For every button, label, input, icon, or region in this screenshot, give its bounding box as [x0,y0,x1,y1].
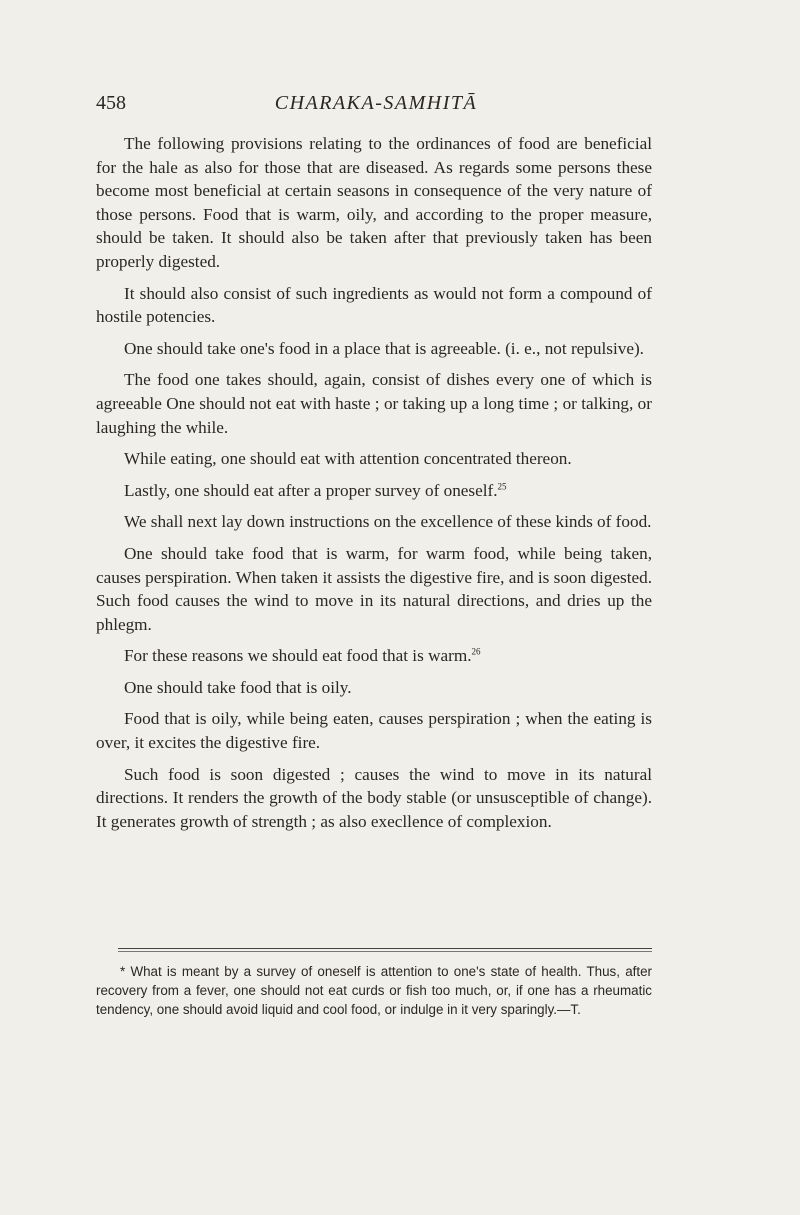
footnote-reference: 25 [497,480,507,491]
paragraph: Food that is oily, while being eaten, causes perspiration ; when the eating is over, it excites the digestive fire. [96,709,652,753]
paragraph: One should take one's food in a place that is agreeable. (i. e., not repulsive). [124,338,644,358]
paragraph: It should also consist of such ingredients as would not form a compound of hostile potencies. [96,283,652,327]
footnote-divider [118,951,652,952]
paragraph: The food one takes should, again, consist of dishes every one of which is agreeable One should not eat with haste ; or taking up a long time ; or talking, or laughing the while. [96,370,652,437]
paragraph: One should take food that is oily. [124,677,352,697]
paragraph [96,644,652,668]
paragraph: While eating, one should eat with attention concentrated thereon. [124,449,572,469]
paragraph: We shall next lay down instructions on the excellence of these kinds of food. [124,512,652,532]
paragraph-text: Lastly, one should eat after a proper survey of oneself. [124,480,498,500]
footnote-divider [118,948,652,949]
footnote-reference: 26 [471,646,481,657]
running-title: CHARAKA-SAMHITĀ [274,92,478,114]
paragraph-text: For these reasons we should eat food that is warm. [124,646,472,666]
paragraph: Such food is soon digested ; causes the wind to move in its natural directions. It renders the growth of the body stable (or unsusceptible of change). It generates growth of strength ; as also execllence of complexion. [96,764,652,831]
page-number: 458 [96,92,126,114]
paragraph: The following provisions relating to the ordinances of food are beneficial for the hale as also for those that are diseased. As regards some persons these become most beneficial at certain seasons in consequence of the very nature of those persons. Food that is warm, oily, and according to the proper measure, should be taken. It should also be taken after that previously taken has been properly digested. [96,134,652,271]
footnote [96,962,652,1019]
page-header [96,92,656,122]
footnote-text: * What is meant by a survey of oneself is attention to one's state of health. Thus, after recovery from a fever, one should not eat curds or fish too much, or, if one has a rheumatic tendency, one should avoid liquid and cool food, or indulge in it very sparingly.—T. [96,964,652,1017]
paragraph [96,479,652,503]
body-text [96,132,652,841]
paragraph: One should take food that is warm, for warm food, while being taken, causes perspiration. When taken it assists the digestive fire, and is soon digested. Such food causes the wind to move in its natural directions, and dries up the phlegm. [96,543,652,634]
